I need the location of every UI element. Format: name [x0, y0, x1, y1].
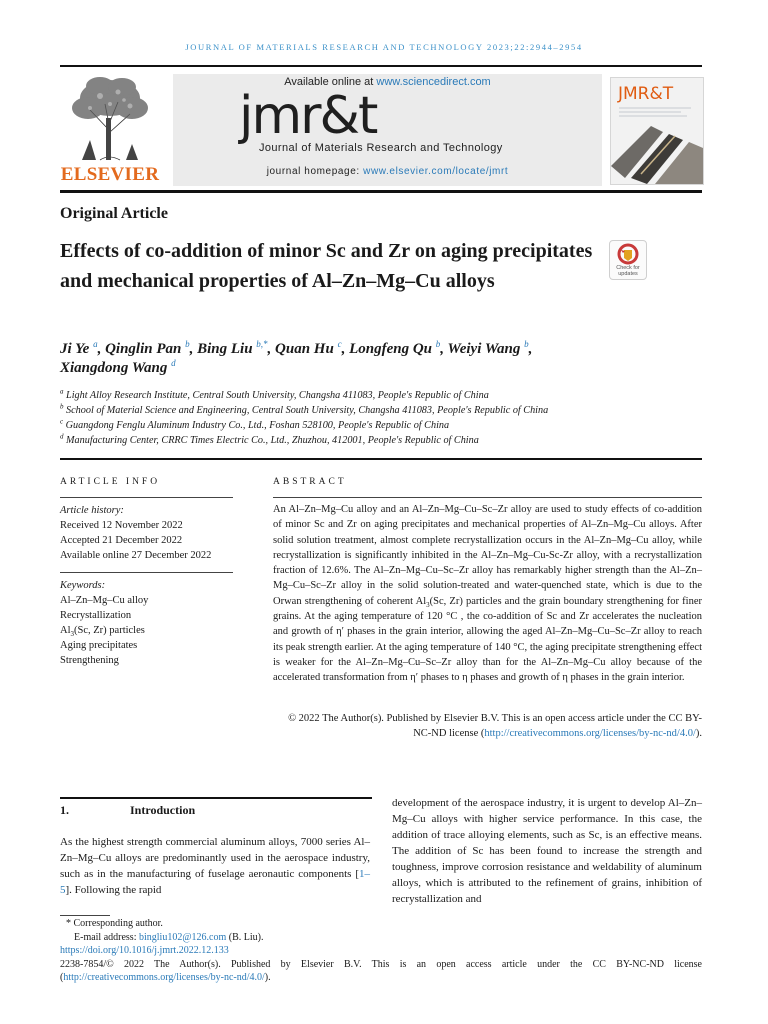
author-name[interactable]: Qinglin Pan	[105, 341, 182, 357]
keyword-item: $Al_3(Sc$, Zr) particles	[60, 625, 145, 639]
abstract-heading: ABSTRACT	[273, 477, 347, 487]
license-close: ).	[264, 972, 271, 983]
abstract-rule	[273, 497, 702, 498]
email-label: E-mail address:	[74, 931, 139, 943]
accepted-date: Accepted 21 December 2022	[60, 535, 183, 546]
corresponding-author-note: * Corresponding author.	[66, 918, 163, 929]
footnote-rule	[60, 915, 110, 916]
journal-full-name: Journal of Materials Research and Technology	[259, 142, 503, 154]
affiliation-mark: c	[60, 417, 64, 426]
keyword-item: Recrystallization	[60, 610, 132, 621]
elsevier-logo	[60, 74, 160, 186]
sciencedirect-link[interactable]: www.sciencedirect.com	[376, 76, 491, 88]
journal-cover-image	[610, 77, 704, 185]
doi-link[interactable]: https://doi.org/10.1016/j.jmrt.2022.12.133	[60, 945, 229, 956]
homepage-label: journal homepage:	[266, 166, 364, 177]
email-link[interactable]: bingliu102@126.com	[138, 931, 227, 943]
article-type: Original Article	[60, 205, 168, 222]
abstract-copyright	[273, 711, 702, 742]
section-title: Introduction	[130, 803, 196, 817]
journal-wordmark: jmr&t	[239, 86, 377, 146]
copyright-text: © 2022 The Author(s). Published by Elsevier B.V. This is an open access article under the CC BY-NC-ND license (	[288, 713, 702, 740]
affiliation-text: Guangdong Fenglu Aluminum Industry Co., Ltd., Foshan 528100, People's Republic of China	[65, 420, 450, 431]
homepage-link[interactable]: www.elsevier.com/locate/jmrt	[363, 166, 509, 177]
keywords-list	[60, 578, 240, 668]
article-title: Effects of co-addition of minor Sc and Zr on aging precipitates and mechanical properties of Al–Zn–Mg–Cu alloys	[60, 240, 593, 292]
affiliation-text: Manufacturing Center, CRRC Times Electric Co., Ltd., Zhuzhou, 412001, People's Republic of China	[66, 435, 479, 446]
footnotes	[60, 917, 702, 985]
top-rule	[60, 65, 702, 67]
check-updates-icon	[610, 241, 646, 267]
check-for-updates-button[interactable]	[609, 240, 647, 280]
affiliation-item	[60, 388, 710, 403]
author-affiliation-mark[interactable]: b	[435, 339, 441, 349]
keyword-item: Al–Zn–Mg–Cu alloy	[60, 595, 149, 606]
email-line	[60, 931, 702, 945]
cover-title: JMR&T	[618, 84, 674, 104]
author-name[interactable]: Bing Liu	[197, 341, 253, 357]
author-separator: ,	[189, 341, 198, 357]
publisher-name: ELSEVIER	[60, 164, 160, 185]
keywords-rule	[60, 572, 233, 573]
keyword-item: Strengthening	[60, 655, 119, 666]
author-name[interactable]: Longfeng Qu	[349, 341, 432, 357]
history-label: Article history:	[60, 505, 124, 516]
check-updates-label: Check for updates	[616, 265, 640, 277]
author-separator: ,	[97, 341, 106, 357]
body-left-text-end: ]. Following the rapid	[65, 884, 162, 896]
affiliation-mark: b	[60, 402, 64, 411]
author-affiliation-mark[interactable]: b,*	[256, 339, 268, 349]
author-separator: ,	[528, 341, 533, 357]
author-affiliation-mark[interactable]: b	[185, 339, 190, 349]
masthead-bottom-rule	[60, 190, 702, 193]
article-history	[60, 503, 240, 563]
section-heading-introduction	[60, 803, 195, 818]
author-affiliation-mark[interactable]: a	[93, 339, 98, 349]
author-name[interactable]: Ji Ye	[60, 341, 90, 357]
citation-link[interactable]: 1–5	[60, 868, 370, 896]
author-separator: ,	[341, 341, 350, 357]
copyright-close: ).	[695, 728, 702, 740]
license-text: 2238-7854/© 2022 The Author(s). Published by Elsevier B.V. This is an open access article under the CC BY-NC-ND license (	[60, 958, 702, 983]
affiliation-item	[60, 418, 710, 433]
body-text-left-column	[60, 834, 370, 898]
article-info-heading: ARTICLE INFO	[60, 477, 161, 487]
author-list	[60, 340, 620, 378]
affiliation-mark: d	[60, 432, 64, 441]
keyword-item: Aging precipitates	[60, 640, 138, 651]
abstract-text	[273, 502, 702, 686]
available-online-date: Available online 27 December 2022	[60, 550, 212, 561]
body-text-right-column: development of the aerospace industry, it is urgent to develop Al–Zn–Mg–Cu alloys with higher service performance. In this case, the addition of trace alloying elements, such as Sc, is an effective means. The addition of Sc has been found to increase the strength and toughness, improve corrosion resistance and weldability of aluminum alloys, which is attributed to the refinement of grains, inhibition of recrystallization and	[392, 797, 702, 905]
email-owner: (B. Liu).	[226, 931, 264, 943]
section-rule	[60, 797, 372, 799]
affiliation-text: Light Alloy Research Institute, Central South University, Changsha 411083, People's Republic of China	[66, 390, 489, 401]
author-name[interactable]: Weiyi Wang	[447, 341, 521, 357]
received-date: Received 12 November 2022	[60, 520, 183, 531]
available-online-label: Available online at	[284, 76, 377, 88]
affiliation-mark: a	[60, 387, 64, 396]
author-separator: ,	[440, 341, 448, 357]
license-footnote-link[interactable]: http://creativecommons.org/licenses/by-nc-nd/4.0/	[63, 972, 265, 983]
running-head: JOURNAL OF MATERIALS RESEARCH AND TECHNOLOGY 2023;22:2944–2954	[185, 42, 583, 52]
author-affiliation-mark[interactable]: d	[171, 358, 176, 368]
article-info-rule	[60, 497, 233, 498]
section-number: 1.	[60, 803, 69, 817]
author-name[interactable]: Quan Hu	[275, 341, 334, 357]
journal-banner	[173, 74, 602, 186]
author-affiliation-mark[interactable]: c	[337, 339, 342, 349]
license-footnote	[60, 958, 702, 985]
tree-icon	[60, 74, 160, 162]
affiliation-list	[60, 388, 710, 448]
body-left-text: As the highest strength commercial aluminum alloys, 7000 series Al–Zn–Mg–Cu alloys are predominantly used in the aerospace industry, such as in the manufacturing of fuselage aeronautic components [	[60, 836, 370, 880]
header-bottom-rule	[60, 458, 702, 460]
keywords-label: Keywords:	[60, 580, 106, 591]
affiliation-text: School of Material Science and Engineering, Central South University, Changsha 411083, People's Republic of China	[66, 405, 549, 416]
affiliation-item	[60, 403, 710, 418]
author-name[interactable]: Xiangdong Wang	[60, 360, 168, 376]
license-link[interactable]: http://creativecommons.org/licenses/by-nc-nd/4.0/	[484, 728, 696, 740]
abstract-body: An Al–Zn–Mg–Cu alloy and an Al–Zn–Mg–Cu–Sc–Zr alloy are used to study effects of co-addition of minor Sc and Zr on aging precipitates and mechanical properties of Al–Zn–Mg–Cu alloys. After solid solution treatment, almost complete recrystallization occurs in the Al–Zn–Mg–Cu alloy, while recrystallization is significantly inhibited in the Al–Zn–Mg–Cu-Sc-Zr alloy, with a recrystallization fraction of 12.6%. The Al–Zn–Mg–Cu–Sc–Zr alloy has remarkably higher strength than the Al–Zn–Mg–Cu–Sc–Zr alloy in the solid solution-treated and water-quenched state, which is due to the Orwan strengthening of coherent $Al_3(Sc$, Zr) particles and the grain boundary strengthening for finer grains. At the aging temperature of 120 °C , the co-addition of Sc and Zr accelerates the nucleation and growth of η′ phases in the grain interior, allowing the aged Al–Zn–Mg–Cu–Sc–Zr alloy to reach its peak strength earlier. At the aging temperature of 140 °C, the aging precipitate strengthening effect is weaker for the Al–Zn–Mg–Cu–Sc–Zr alloy than for the Al–Zn–Mg–Cu alloy because of the accelerated transformation from η′ phases to η phases and growth of η phases in the grain interior.	[273, 504, 702, 684]
journal-homepage-line	[173, 166, 602, 177]
author-separator: ,	[267, 341, 276, 357]
affiliation-item	[60, 433, 710, 448]
author-affiliation-mark[interactable]: b	[524, 339, 529, 349]
available-online-line	[173, 76, 602, 88]
